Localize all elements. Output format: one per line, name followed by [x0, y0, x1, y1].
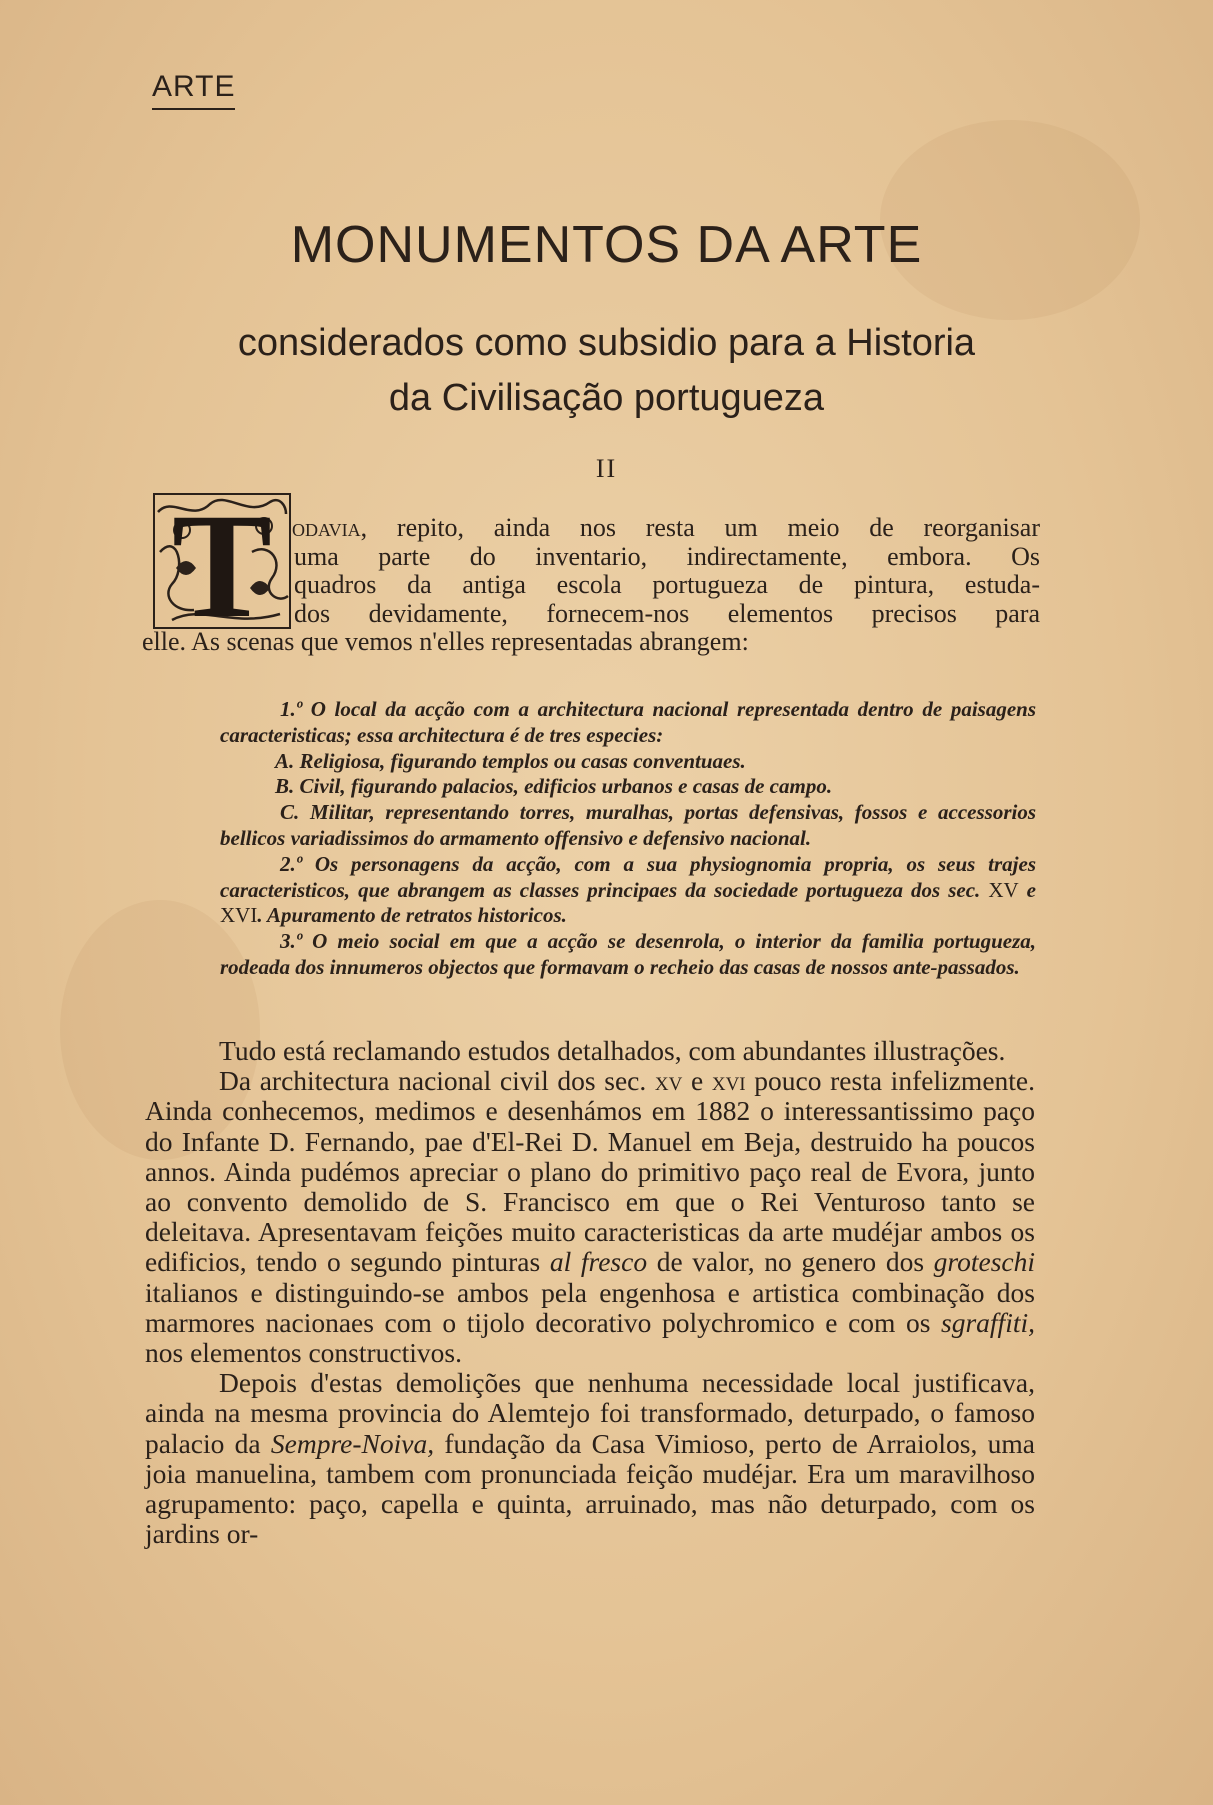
- body-paragraph-1: Tudo está reclamando estudos detalhados, com abundantes illustrações.: [219, 1035, 1006, 1066]
- intro-line-2: uma parte do inventario, indirectamente, embora. Os: [294, 541, 1040, 571]
- intro-line-1: odavia, repito, ainda nos resta um meio de reorganisar: [292, 513, 1040, 542]
- body-paragraph-2: Da architectura nacional civil dos sec. xv e xvi pouco resta infelizmente. Ainda conhecemos, medimos e desenhámos em 1882 o interessantissimo paço do Infante D. Fernando, pae d'El-Rei D. Manuel em Beja, destruido ha poucos annos. Ainda pudémos apreciar o plano do primitivo paço real de Evora, junto ao convento demolido de S. Francisco em que o Rei Venturoso tanto se deleitava. Apresentavam feições muito caracteristicas da arte mudéjar ambos os edificios, tendo o segundo pinturas al fresco de valor, no genero dos groteschi italianos e distinguindo-se ambos pela engenhosa e artistica combinação dos marmores nacionaes com o tijolo decorativo polychromico e com os sgraffiti, nos elementos constructivos.: [145, 1065, 1035, 1369]
- enumerated-list: [220, 697, 1036, 981]
- article-subtitle: [0, 316, 1213, 426]
- body-paragraph-3: Depois d'estas demolições que nenhuma necessidade local justificava, ainda na mesma provincia do Alemtejo foi transformado, deturpado, o famoso palacio da Sempre-Noiva, fundação da Casa Vimioso, perto de Arraiolos, uma joia manuelina, tambem com pronunciada feição mudéjar. Era um maravilhoso agrupamento: paço, capella e quinta, arruinado, mas não deturpado, com os jardins or-: [145, 1367, 1035, 1550]
- body-text: [145, 1036, 1035, 1549]
- intro-line-3: quadros da antiga escola portugueza de pintura, estuda-: [294, 570, 1040, 600]
- list-item-c: C. Militar, representando torres, muralhas, portas defensivas, fossos e accessorios bellicos variadissimos do armamento offensivo e defensivo nacional.: [220, 800, 1036, 850]
- subtitle-line-1: considerados como subsidio para a Historia: [237, 322, 976, 364]
- list-item-3: 3.º O meio social em que a acção se desenrola, o interior da familia portugueza, rodeada dos innumeros objectos que formavam o recheio das casas de nossos ante-passados.: [220, 929, 1036, 979]
- list-item-b: B. Civil, figurando palacios, edificios urbanos e casas de campo.: [275, 774, 833, 799]
- section-header: ARTE: [152, 68, 235, 110]
- list-item-2: 2.º Os personagens da acção, com a sua physiognomia propria, os seus trajes caracteristicos, que abrangem as classes principaes da sociedade portugueza dos sec. XV e XVI. Apuramento de retratos historicos.: [220, 851, 1036, 928]
- intro-line-5: elle. As scenas que vemos n'elles representadas abrangem:: [142, 627, 749, 657]
- article-title: MONUMENTOS DA ARTE: [290, 216, 923, 274]
- list-item-a: A. Religiosa, figurando templos ou casas conventuaes.: [275, 748, 746, 773]
- intro-line-4: dos devidamente, fornecem-nos elementos precisos para: [294, 598, 1040, 628]
- part-numeral: II: [595, 454, 618, 483]
- list-item-1: 1.º O local da acção com a architectura nacional representada dentro de paisagens caracteristicas; essa architectura é de tres especies:: [220, 697, 1036, 747]
- subtitle-line-2: da Civilisação portugueza: [388, 377, 825, 419]
- dropcap-letter: T: [171, 492, 273, 630]
- intro-paragraph: [142, 514, 1040, 657]
